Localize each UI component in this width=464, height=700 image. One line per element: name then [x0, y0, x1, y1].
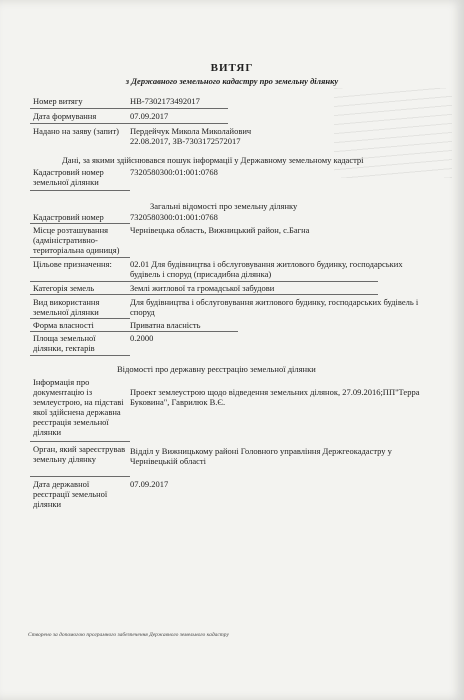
divider — [128, 281, 378, 282]
usage-type-label: Вид використання земельної ділянки — [33, 297, 100, 317]
land-category-value: Землі житлової та громадської забудови — [130, 283, 275, 293]
divider — [30, 108, 130, 109]
search-cadastral-value: 7320580300:01:001:0768 — [130, 167, 218, 177]
divider — [30, 281, 130, 282]
purpose-value: 02.01 Для будівництва і обслуговування житлового будинку, господарських будівель і споруд (присадибна ділянка) — [130, 259, 403, 279]
ownership-value: Приватна власність — [130, 320, 201, 330]
usage-type-value: Для будівництва і обслуговування житлового будинку, господарських будівель і споруд — [130, 297, 419, 317]
formation-date-label: Дата формування — [33, 111, 97, 121]
registration-section-title: Відомості про державну реєстрацію земельної ділянки — [117, 364, 316, 374]
search-caption: Дані, за якими здійснювався пошук інформації у Державному земельному кадастрі — [62, 155, 364, 165]
purpose-label: Цільове призначення: — [33, 259, 112, 269]
request-label: Надано на заяву (запит) — [33, 126, 120, 136]
extract-number-value: НВ-7302173492017 — [130, 96, 200, 106]
cadastral-number-value: 7320580300:01:001:0768 — [130, 212, 218, 222]
divider — [30, 123, 130, 124]
documentation-label: Інформація про документацію із землеустрою, на підставі якої здійснена державна реєстрація земельної ділянки — [33, 377, 124, 437]
divider — [30, 331, 130, 332]
document-subtitle: з Державного земельного кадастру про земельну ділянку — [125, 76, 339, 86]
divider — [30, 294, 130, 295]
divider — [30, 223, 130, 224]
location-label: Місце розташування (адміністративно-територіальна одиниця) — [33, 225, 120, 255]
cadastral-number-label: Кадастровий номер — [33, 212, 104, 222]
document-title: ВИТЯГ — [210, 62, 254, 74]
divider — [30, 476, 130, 477]
divider — [128, 123, 228, 124]
general-section-title: Загальні відомості про земельну ділянку — [150, 201, 298, 211]
divider — [128, 108, 228, 109]
registering-body-value: Відділ у Вижницькому районі Головного управління Держгеокадастру у Чернівецькій області — [130, 446, 392, 466]
registration-date-label: Дата державної реєстрації земельної ділянки — [33, 479, 108, 509]
formation-date-value: 07.09.2017 — [130, 111, 169, 121]
land-category-label: Категорія земель — [33, 283, 95, 293]
divider — [30, 318, 130, 319]
divider — [128, 294, 378, 295]
documentation-value: Проект землеустрою щодо відведення земельних ділянок, 27.09.2016;ПП"Терра Буковина", Гаврилюк В.Є. — [130, 387, 420, 407]
request-details: 22.08.2017, ЗВ-7303172572017 — [130, 136, 241, 146]
divider — [30, 257, 130, 258]
area-label: Площа земельної ділянки, гектарів — [33, 333, 96, 353]
registering-body-label: Орган, який зареєстрував земельну ділянку — [33, 444, 126, 464]
search-cadastral-label: Кадастровий номер земельної ділянки — [33, 167, 104, 187]
divider — [128, 331, 238, 332]
registration-date-value: 07.09.2017 — [130, 479, 169, 489]
extract-number-label: Номер витягу — [33, 96, 83, 106]
request-applicant: Пердейчук Микола Миколайович — [130, 126, 252, 136]
area-value: 0.2000 — [130, 333, 154, 343]
footer-note: Створено за допомогою програмного забезпечення Державного земельного кадастру — [28, 632, 229, 638]
divider — [30, 190, 130, 191]
ownership-label: Форма власності — [33, 320, 94, 330]
divider — [30, 441, 130, 442]
location-value: Чернівецька область, Вижницький район, с.Багна — [130, 225, 310, 235]
divider — [30, 355, 130, 356]
